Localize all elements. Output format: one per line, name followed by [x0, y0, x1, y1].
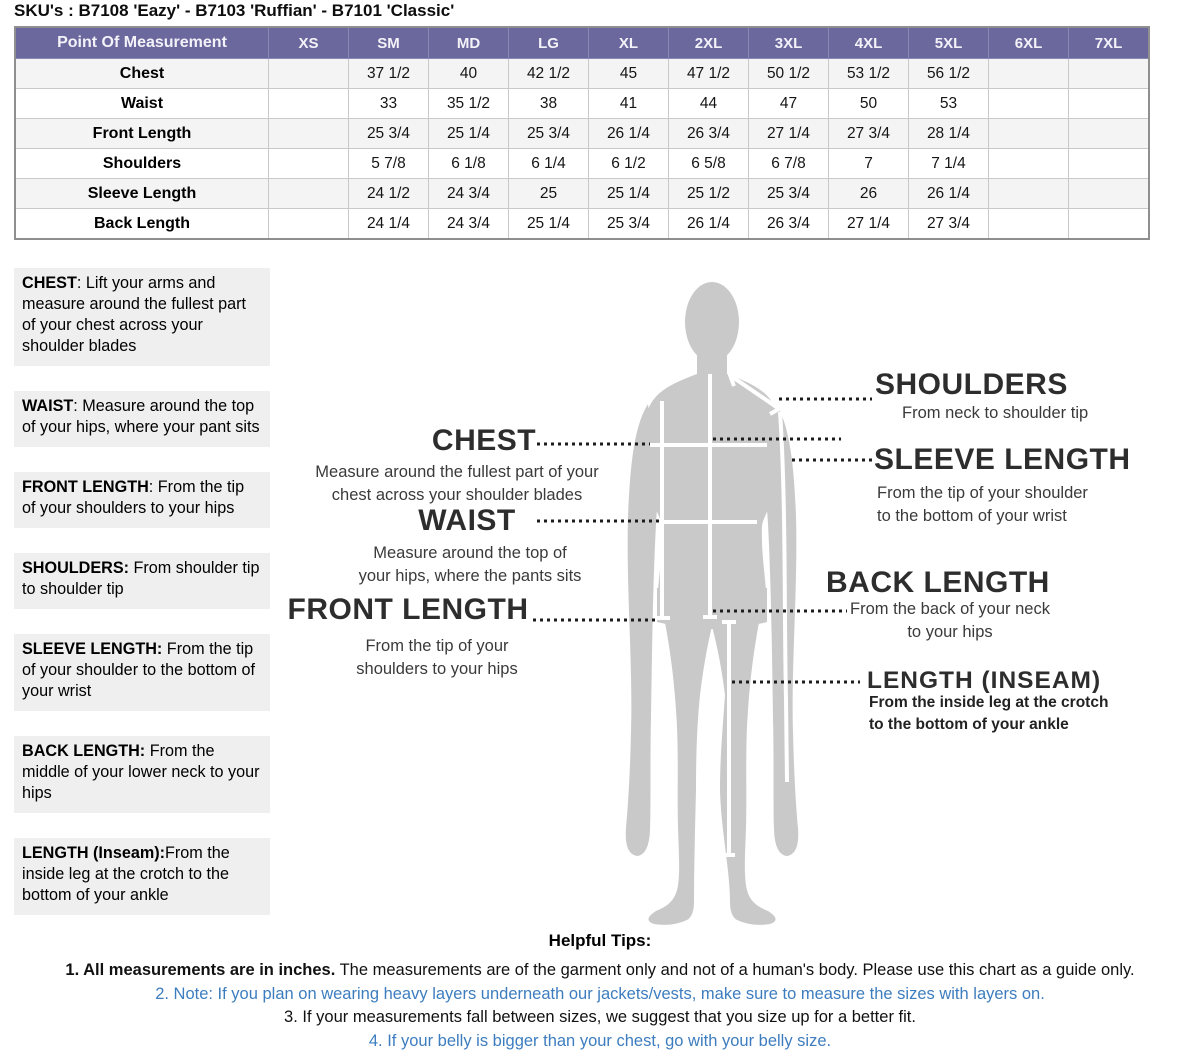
size-value-cell: 26 1/4	[669, 209, 749, 240]
tip-item	[0, 983, 1200, 1006]
size-value-cell	[269, 59, 349, 89]
inseam-description-line: to the bottom of your ankle	[869, 716, 1069, 733]
front-description	[356, 635, 517, 681]
size-value-cell: 25 1/4	[509, 209, 589, 240]
size-value-cell: 35 1/2	[429, 89, 509, 119]
note-text: : From the tip of your shoulders to your hips	[22, 478, 245, 517]
measurement-note	[14, 553, 270, 609]
measurement-note	[14, 838, 270, 915]
size-value-cell: 27 1/4	[829, 209, 909, 240]
chest-description	[315, 461, 598, 507]
measurement-notes	[14, 268, 270, 940]
tip-text: The measurements are of the garment only and not of a human's body. Please use this chart as a guide only.	[335, 961, 1135, 979]
front-description-line: shoulders to your hips	[356, 660, 518, 678]
row-label: Back Length	[15, 209, 269, 240]
chest-label: CHEST	[431, 424, 537, 457]
size-value-cell: 27 1/4	[749, 119, 829, 149]
inseam-label: LENGTH (INSEAM)	[867, 667, 1102, 694]
size-value-cell	[989, 59, 1069, 89]
size-value-cell: 26 3/4	[749, 209, 829, 240]
size-value-cell	[1069, 119, 1150, 149]
tips-heading: Helpful Tips:	[548, 931, 652, 950]
column-header: 3XL	[749, 27, 829, 59]
size-value-cell	[989, 209, 1069, 240]
size-value-cell: 25 3/4	[749, 179, 829, 209]
note-label: WAIST	[22, 397, 74, 415]
column-header: 6XL	[989, 27, 1069, 59]
row-label: Chest	[15, 59, 269, 89]
size-value-cell: 27 3/4	[829, 119, 909, 149]
size-value-cell: 25 3/4	[589, 209, 669, 240]
note-text: : Measure around the top of your hips, where your pant sits	[22, 397, 260, 436]
size-value-cell: 25 3/4	[509, 119, 589, 149]
size-value-cell	[1069, 149, 1150, 179]
size-value-cell: 45	[589, 59, 669, 89]
column-header: 7XL	[1069, 27, 1150, 59]
size-value-cell	[269, 119, 349, 149]
shoulders-description-line: From neck to shoulder tip	[902, 404, 1089, 422]
size-value-cell	[989, 89, 1069, 119]
inseam-description-line: From the inside leg at the crotch	[869, 694, 1109, 711]
tip-item	[0, 1030, 1200, 1053]
chest-description-line: Measure around the fullest part of your	[315, 463, 599, 481]
tip-item	[0, 1006, 1200, 1029]
size-value-cell: 25 1/4	[589, 179, 669, 209]
back-description	[850, 598, 1050, 644]
size-value-cell	[269, 89, 349, 119]
size-value-cell: 24 1/4	[349, 209, 429, 240]
measurement-note	[14, 634, 270, 711]
table-row	[15, 89, 1149, 119]
size-value-cell: 28 1/4	[909, 119, 989, 149]
size-value-cell: 6 7/8	[749, 149, 829, 179]
size-value-cell	[1069, 179, 1150, 209]
note-text: From the inside leg at the crotch to the bottom of your ankle	[22, 844, 230, 904]
size-value-cell: 24 3/4	[429, 209, 509, 240]
note-text: : Lift your arms and measure around the fullest part of your chest across your shoulder blades	[22, 274, 247, 355]
size-value-cell: 24 1/2	[349, 179, 429, 209]
size-value-cell	[1069, 209, 1150, 240]
size-value-cell: 5 7/8	[349, 149, 429, 179]
right-arm-shape	[758, 404, 798, 856]
measurement-note	[14, 391, 270, 447]
measurement-note	[14, 268, 270, 366]
helpful-tips	[0, 931, 1200, 1053]
column-header: MD	[429, 27, 509, 59]
size-value-cell: 25 1/4	[429, 119, 509, 149]
shoulders-description	[902, 402, 1088, 425]
sleeve-description-line: to the bottom of your wrist	[877, 507, 1067, 525]
back-label: BACK LENGTH	[826, 566, 1050, 599]
tip-text: 4. If your belly is bigger than your chest, go with your belly size.	[368, 1031, 832, 1050]
column-header: 4XL	[829, 27, 909, 59]
size-value-cell: 26 1/4	[909, 179, 989, 209]
size-value-cell	[269, 209, 349, 240]
row-label: Waist	[15, 89, 269, 119]
size-value-cell: 44	[669, 89, 749, 119]
column-header: Point Of Measurement	[15, 27, 269, 59]
size-value-cell	[269, 149, 349, 179]
note-label: LENGTH (Inseam):	[22, 844, 166, 862]
waist-description	[359, 542, 582, 588]
left-arm-shape	[626, 404, 666, 856]
note-label: FRONT LENGTH	[22, 478, 149, 496]
tips-list	[0, 959, 1200, 1052]
size-value-cell: 26	[829, 179, 909, 209]
table-row	[15, 209, 1149, 240]
size-value-cell: 6 1/8	[429, 149, 509, 179]
size-value-cell: 40	[429, 59, 509, 89]
note-label: CHEST	[22, 274, 77, 292]
column-header: 2XL	[669, 27, 749, 59]
sleeve-label: SLEEVE LENGTH	[874, 443, 1131, 476]
size-value-cell: 50 1/2	[749, 59, 829, 89]
waist-description-line: Measure around the top of	[373, 544, 567, 562]
size-value-cell: 25 3/4	[349, 119, 429, 149]
size-value-cell: 6 5/8	[669, 149, 749, 179]
size-value-cell	[1069, 59, 1150, 89]
note-label: SHOULDERS:	[22, 559, 130, 577]
tip-bold-text: 1. All measurements are in inches.	[65, 961, 336, 979]
column-header: XS	[269, 27, 349, 59]
front-description-line: From the tip of your	[365, 637, 509, 655]
back-description-line: From the back of your neck	[850, 600, 1050, 618]
size-chart-table	[14, 26, 1150, 240]
column-header: SM	[349, 27, 429, 59]
measurement-note	[14, 736, 270, 813]
tip-text: 2. Note: If you plan on wearing heavy layers underneath our jackets/vests, make sure to measure the sizes with layers on.	[155, 984, 1045, 1003]
size-value-cell	[989, 179, 1069, 209]
size-value-cell: 6 1/4	[509, 149, 589, 179]
column-header: LG	[509, 27, 589, 59]
front-label: FRONT LENGTH	[287, 593, 529, 626]
size-value-cell: 6 1/2	[589, 149, 669, 179]
size-value-cell: 25 1/2	[669, 179, 749, 209]
row-label: Shoulders	[15, 149, 269, 179]
size-value-cell: 41	[589, 89, 669, 119]
tip-item	[0, 959, 1200, 982]
note-text: From the middle of your lower neck to your hips	[22, 742, 260, 802]
size-value-cell: 50	[829, 89, 909, 119]
note-label: BACK LENGTH:	[22, 742, 146, 760]
size-value-cell: 53 1/2	[829, 59, 909, 89]
size-value-cell: 7	[829, 149, 909, 179]
page-title: SKU's : B7108 'Eazy' - B7103 'Ruffian' - B7101 'Classic'	[14, 1, 455, 20]
size-value-cell	[989, 119, 1069, 149]
left-leg-shape	[648, 592, 713, 925]
note-text: From the tip of your shoulder to the bottom of your wrist	[22, 640, 256, 700]
chest-description-line: chest across your shoulder blades	[331, 486, 583, 504]
back-description-line: to your hips	[907, 623, 993, 641]
size-value-cell: 33	[349, 89, 429, 119]
size-value-cell: 47	[749, 89, 829, 119]
column-header: 5XL	[909, 27, 989, 59]
table-row	[15, 59, 1149, 89]
size-value-cell: 53	[909, 89, 989, 119]
measurement-note	[14, 472, 270, 528]
row-label: Sleeve Length	[15, 179, 269, 209]
size-value-cell: 37 1/2	[349, 59, 429, 89]
size-value-cell	[269, 179, 349, 209]
waist-description-line: your hips, where the pants sits	[358, 567, 582, 585]
table-row	[15, 119, 1149, 149]
size-value-cell: 38	[509, 89, 589, 119]
size-value-cell: 7 1/4	[909, 149, 989, 179]
size-value-cell: 56 1/2	[909, 59, 989, 89]
sleeve-description-line: From the tip of your shoulder	[877, 484, 1088, 502]
table-row	[15, 149, 1149, 179]
right-leg-shape	[711, 592, 776, 925]
waist-label: WAIST	[418, 504, 516, 537]
inseam-description	[869, 692, 1108, 736]
size-chart-header-row	[15, 27, 1149, 59]
size-value-cell: 27 3/4	[909, 209, 989, 240]
note-text: From shoulder tip to shoulder tip	[22, 559, 260, 598]
size-value-cell: 42 1/2	[509, 59, 589, 89]
row-label: Front Length	[15, 119, 269, 149]
size-value-cell	[989, 149, 1069, 179]
table-row	[15, 179, 1149, 209]
size-chart-body	[15, 59, 1149, 240]
shoulders-label: SHOULDERS	[875, 368, 1068, 401]
size-value-cell: 24 3/4	[429, 179, 509, 209]
note-label: SLEEVE LENGTH:	[22, 640, 163, 658]
size-value-cell: 25	[509, 179, 589, 209]
size-value-cell	[1069, 89, 1150, 119]
tip-text: 3. If your measurements fall between sizes, we suggest that you size up for a better fit.	[284, 1008, 916, 1026]
sleeve-description	[877, 482, 1088, 528]
size-value-cell: 47 1/2	[669, 59, 749, 89]
column-header: XL	[589, 27, 669, 59]
size-value-cell: 26 3/4	[669, 119, 749, 149]
size-value-cell: 26 1/4	[589, 119, 669, 149]
